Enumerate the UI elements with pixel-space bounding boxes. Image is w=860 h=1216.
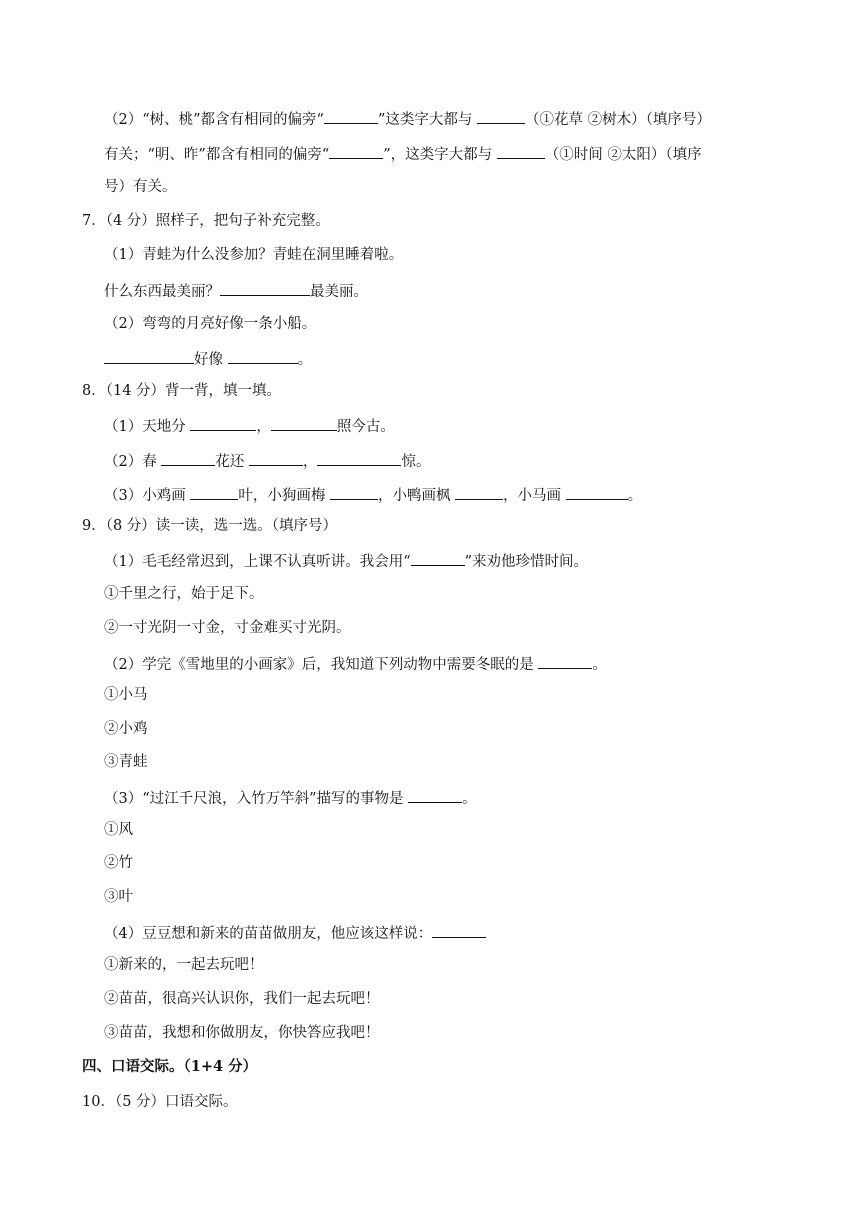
answer-blank[interactable] (455, 484, 503, 500)
question-8-header: 8．（14 分）背一背，填一填。 (82, 383, 282, 399)
q9-part1: （1）毛毛经常迟到，上课不认真听讲。我会用“ ”来劝他珍惜时间。 (104, 550, 588, 572)
question-10-header: 10．（5 分）口语交际。 (82, 1094, 238, 1110)
q6-part2-line3: 号）有关。 (104, 179, 177, 195)
answer-blank[interactable] (271, 415, 337, 431)
q8-line-3: （3）小鸡画 叶，小狗画梅 ，小鸭画枫 ，小马画 。 (104, 484, 642, 506)
answer-blank[interactable] (317, 450, 401, 466)
answer-blank[interactable] (566, 484, 628, 500)
q7-fill-1: 什么东西最美丽？ 最美丽。 (104, 280, 368, 302)
q9-part2-option-2[interactable]: ②小鸡 (104, 721, 148, 737)
answer-blank[interactable] (432, 922, 486, 938)
question-7-header: 7．（4 分）照样子，把句子补充完整。 (82, 213, 330, 229)
question-9-header: 9．（8 分）读一读，选一选。（填序号） (82, 518, 338, 534)
answer-blank[interactable] (249, 450, 303, 466)
answer-blank[interactable] (104, 348, 194, 364)
answer-blank[interactable] (477, 108, 525, 124)
q7-example-2: （2）弯弯的月亮好像一条小船。 (104, 316, 317, 332)
q6-part2-line1: （2）“树、桃”都含有相同的偏旁“ ”这类字大都与 （①花草 ②树木）（填序号） (104, 108, 711, 130)
q7-fill-2: 好像 。 (104, 348, 312, 370)
answer-blank[interactable] (161, 450, 215, 466)
q9-part3-option-3[interactable]: ③叶 (104, 889, 133, 905)
q9-part4-option-1[interactable]: ①新来的，一起去玩吧！ (104, 957, 264, 973)
q9-part3: （3）“过江千尺浪，入竹万竿斜”描写的事物是 。 (104, 787, 477, 809)
answer-blank[interactable] (408, 787, 462, 803)
answer-blank[interactable] (497, 143, 545, 159)
answer-blank[interactable] (538, 653, 592, 669)
q6-part2-line2: 有关；“明、昨”都含有相同的偏旁“ ”，这类字大都与 （①时间 ②太阳）（填序 (104, 143, 702, 165)
q9-part2-option-3[interactable]: ③青蛙 (104, 754, 148, 770)
q9-part2-option-1[interactable]: ①小马 (104, 687, 148, 703)
answer-blank[interactable] (190, 484, 238, 500)
q8-line-1: （1）天地分 ， 照今古。 (104, 415, 395, 437)
q9-part1-option-1[interactable]: ①千里之行，始于足下。 (104, 586, 264, 602)
answer-blank[interactable] (324, 108, 378, 124)
answer-blank[interactable] (228, 348, 298, 364)
answer-blank[interactable] (411, 550, 465, 566)
q7-example-1: （1）青蛙为什么没参加？青蛙在洞里睡着啦。 (104, 247, 404, 263)
q9-part3-option-1[interactable]: ①风 (104, 822, 133, 838)
answer-blank[interactable] (329, 143, 383, 159)
q9-part3-option-2[interactable]: ②竹 (104, 855, 133, 871)
q9-part1-option-2[interactable]: ②一寸光阴一寸金，寸金难买寸光阴。 (104, 620, 351, 636)
q9-part2: （2）学完《雪地里的小画家》后，我知道下列动物中需要冬眠的是 。 (104, 653, 607, 675)
answer-blank[interactable] (190, 415, 256, 431)
answer-blank[interactable] (330, 484, 378, 500)
section-4-heading: 四、口语交际。（1+4 分） (82, 1058, 258, 1075)
q9-part4-option-2[interactable]: ②苗苗，很高兴认识你，我们一起去玩吧！ (104, 991, 380, 1007)
q8-line-2: （2）春 花还 ， 惊。 (104, 450, 430, 472)
answer-blank[interactable] (220, 280, 310, 296)
q9-part4-option-3[interactable]: ③苗苗，我想和你做朋友，你快答应我吧！ (104, 1025, 380, 1041)
q9-part4: （4）豆豆想和新来的苗苗做朋友，他应该这样说： (104, 922, 486, 944)
